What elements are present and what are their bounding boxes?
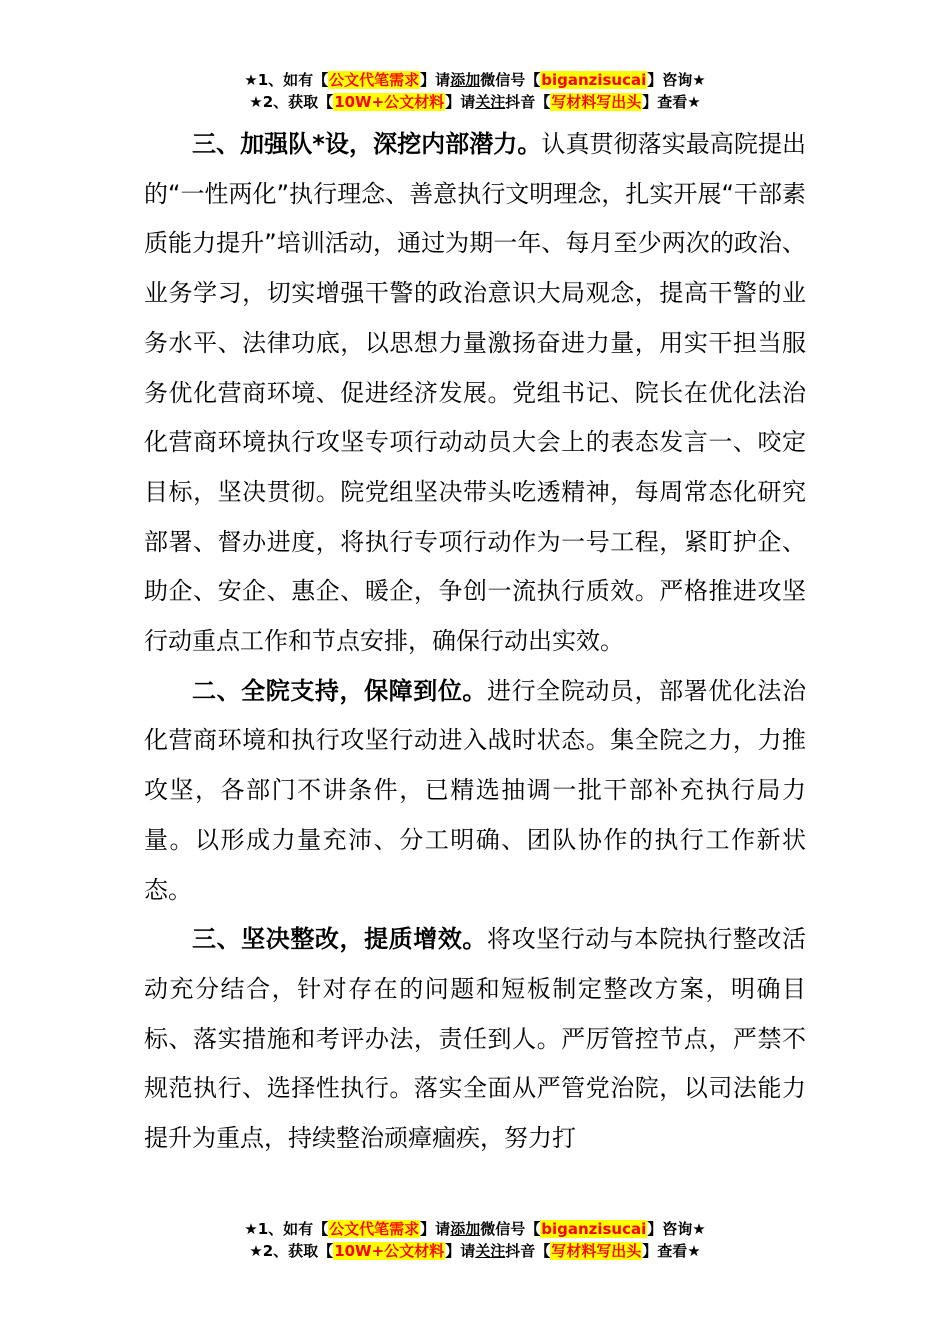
banner-line-2 bbox=[0, 1240, 950, 1262]
banner-highlight: 10W+公文材料 bbox=[334, 1242, 445, 1260]
banner-text: ★1、如有【 bbox=[244, 71, 329, 89]
banner-text: ★1、如有【 bbox=[244, 1220, 329, 1238]
banner-emphasis: 关注 bbox=[475, 93, 506, 111]
banner-emphasis: 添加 bbox=[450, 1220, 481, 1238]
banner-text: 】查看★ bbox=[642, 93, 701, 111]
banner-text: 】查看★ bbox=[642, 1242, 701, 1260]
paragraph-heading: 三、加强队*设，深挖内部潜力。 bbox=[192, 130, 542, 158]
banner-text: ★2、获取【 bbox=[249, 93, 334, 111]
banner-text: ★2、获取【 bbox=[249, 1242, 334, 1260]
banner-text: 】咨询★ bbox=[647, 1220, 706, 1238]
paragraph-text: 将攻坚行动与本院执行整改活动充分结合，针对存在的问题和短板制定整改方案，明确目标、落实措施和考评办法，责任到人。严厉管控节点，严禁不规范执行、选择性执行。落实全面从严管党治院，以司法能力提升为重点，持续整治顽瘴痼疾，努力打 bbox=[144, 925, 806, 1153]
banner-text: 】请 bbox=[420, 1220, 451, 1238]
bottom-banner bbox=[0, 1218, 950, 1262]
banner-line-1 bbox=[0, 69, 950, 91]
banner-text: 】请 bbox=[445, 93, 476, 111]
paragraph bbox=[144, 667, 806, 916]
paragraph-text: 认真贯彻落实最高院提出的“一性两化”执行理念、善意执行文明理念，扎实开展“干部素质能力提升”培训活动，通过为期一年、每月至少两次的政治、业务学习，切实增强干警的政治意识大局观念，提高干警的业务水平、法律功底，以思想力量激扬奋进力量，用实干担当服务优化营商环境、促进经济发展。党组书记、院长在优化法治化营商环境执行攻坚专项行动动员大会上的表态发言一、咬定目标，坚决贯彻。院党组坚决带头吃透精神，每周常态化研究部署、督办进度，将执行专项行动作为一号工程，紧盯护企、助企、安企、惠企、暖企，争创一流执行质效。严格推进攻坚行动重点工作和节点安排，确保行动出实效。 bbox=[144, 130, 806, 656]
paragraph-heading: 三、坚决整改，提质增效。 bbox=[192, 925, 487, 954]
top-banner bbox=[0, 69, 950, 113]
banner-line-1 bbox=[0, 1218, 950, 1240]
banner-emphasis: 添加 bbox=[450, 71, 481, 89]
banner-text: 微信号【 bbox=[480, 71, 541, 89]
banner-emphasis: 关注 bbox=[475, 1242, 506, 1260]
banner-highlight: 公文代笔需求 bbox=[329, 1220, 420, 1238]
banner-highlight: 写材料写出头 bbox=[551, 1242, 642, 1260]
paragraph bbox=[144, 915, 806, 1164]
banner-text: 】请 bbox=[445, 1242, 476, 1260]
banner-text: 微信号【 bbox=[480, 1220, 541, 1238]
banner-text: 】请 bbox=[420, 71, 451, 89]
banner-highlight: 10W+公文材料 bbox=[334, 93, 445, 111]
banner-highlight: biganzisucai bbox=[541, 71, 647, 89]
banner-line-2 bbox=[0, 91, 950, 113]
banner-text: 抖音【 bbox=[505, 1242, 551, 1260]
paragraph bbox=[144, 120, 806, 667]
banner-highlight: 写材料写出头 bbox=[551, 93, 642, 111]
paragraph-heading: 二、全院支持，保障到位。 bbox=[192, 676, 487, 705]
paragraph-text: 进行全院动员，部署优化法治化营商环境和执行攻坚行动进入战时状态。集全院之力，力推攻坚，各部门不讲条件，已精选抽调一批干部补充执行局力量。以形成力量充沛、分工明确、团队协作的执行工作新状态。 bbox=[144, 676, 806, 904]
banner-text: 抖音【 bbox=[505, 93, 551, 111]
banner-highlight: biganzisucai bbox=[541, 1220, 647, 1238]
banner-text: 】咨询★ bbox=[647, 71, 706, 89]
banner-highlight: 公文代笔需求 bbox=[329, 71, 420, 89]
document-body bbox=[144, 120, 806, 1164]
